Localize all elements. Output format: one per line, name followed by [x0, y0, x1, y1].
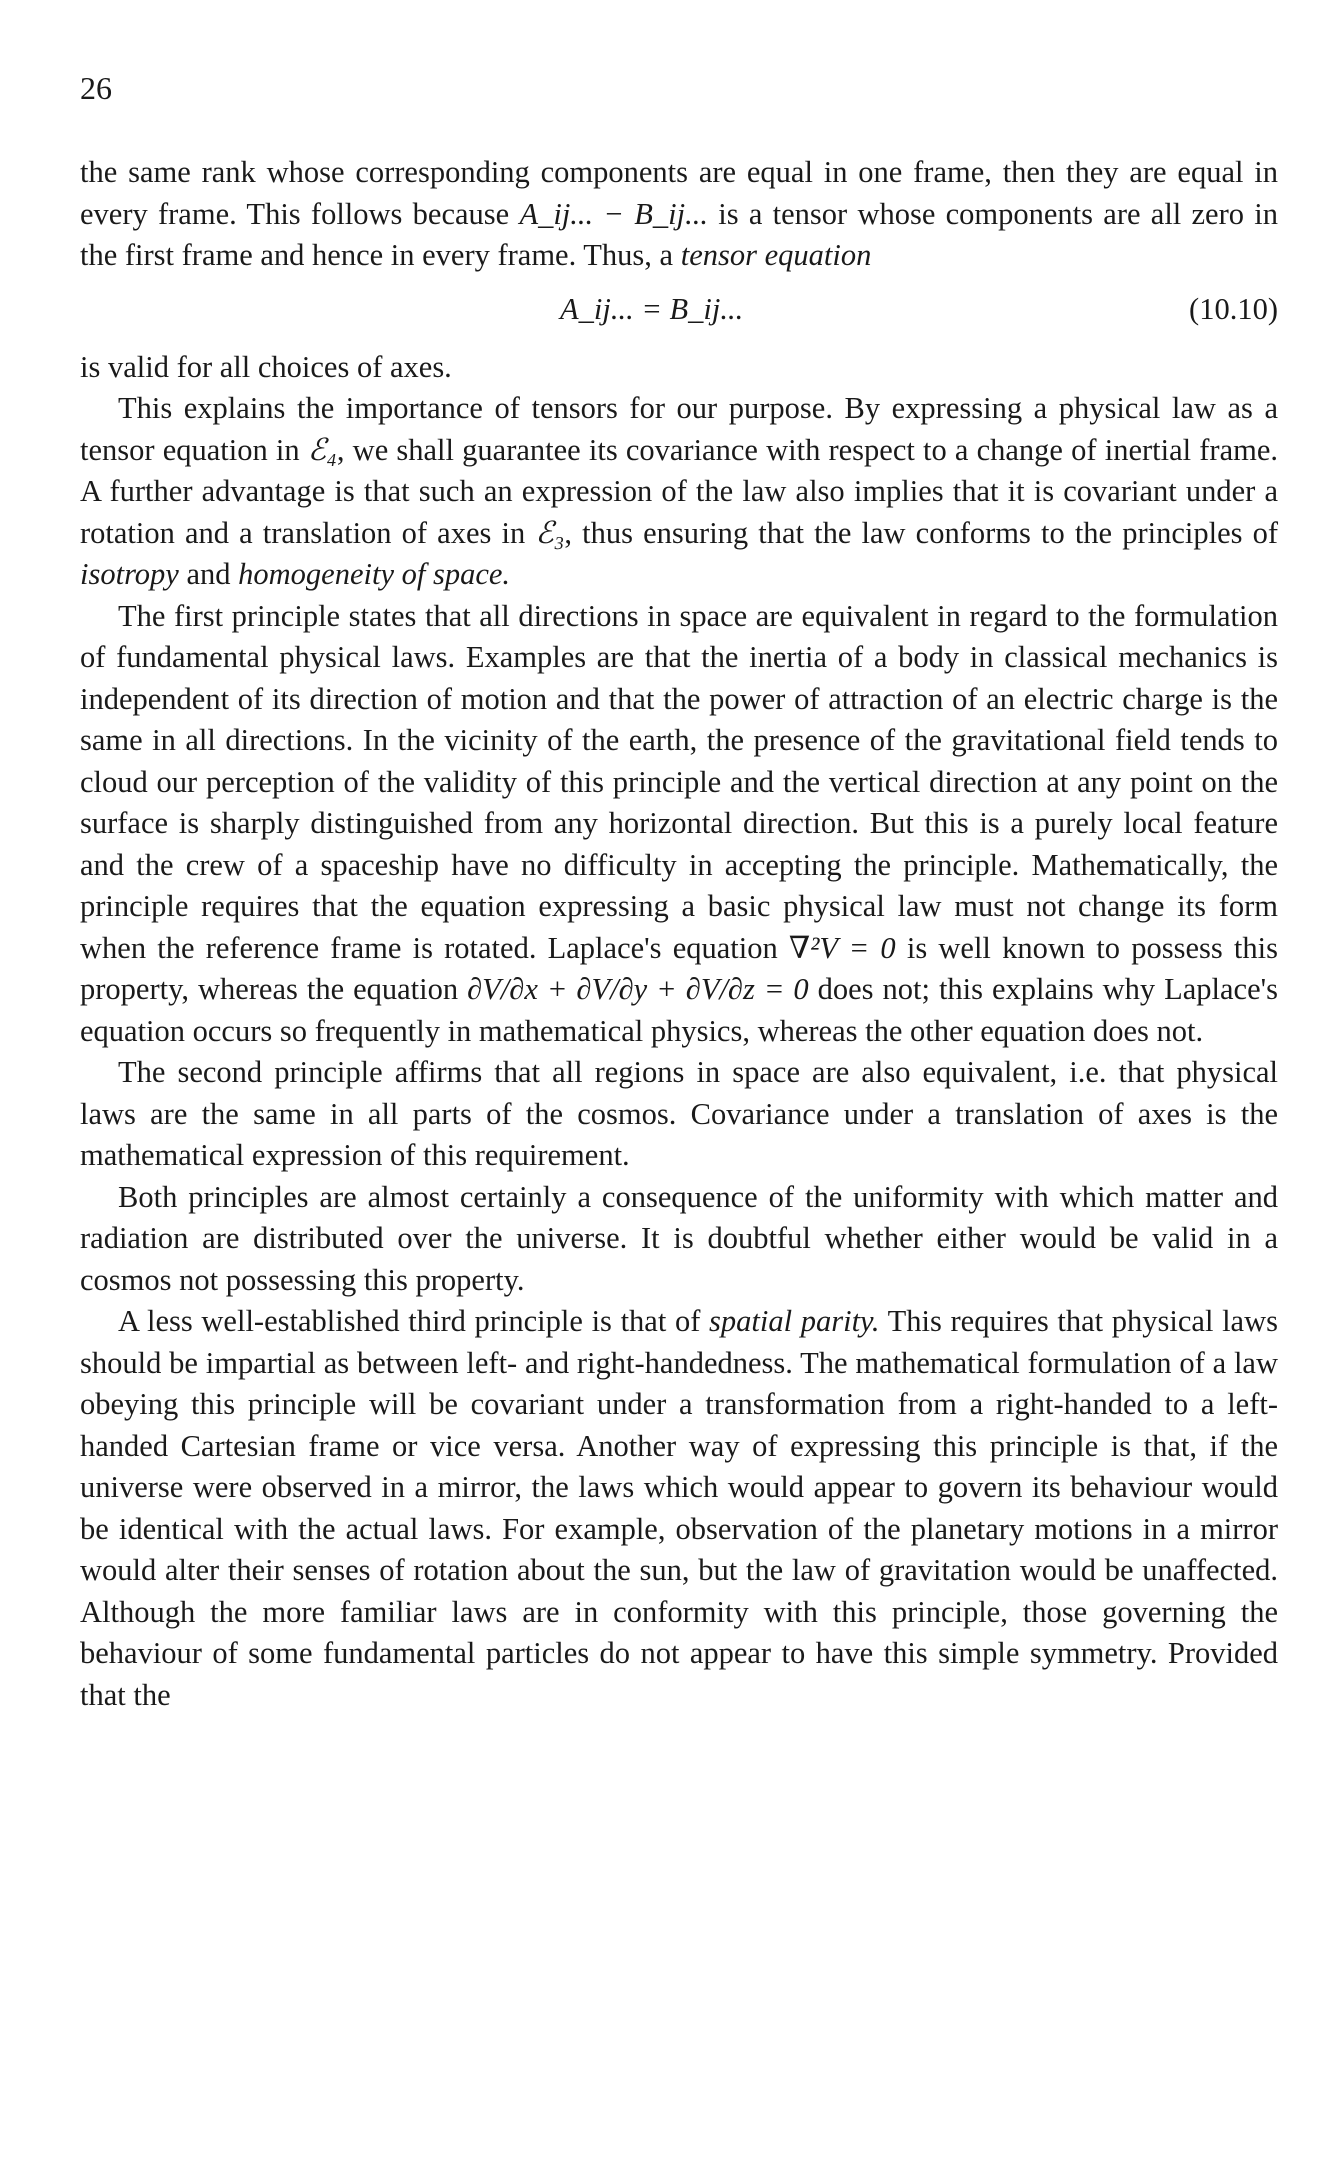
paragraph-7-text-a: A less well-established third principle is that of	[118, 1304, 710, 1338]
page-number: 26	[80, 70, 112, 106]
paragraph-4	[80, 596, 1278, 1053]
paragraph-3-text-d: and	[178, 557, 239, 591]
paragraph-3-text-b: , we shall guarantee its covariance with respect to a change of inertial frame. A further advantage is that such an expression of the law also implies that it is covariant under a rotation and a translation of axes in	[80, 432, 1278, 550]
math-first-order-equation: ∂V/∂x + ∂V/∂y + ∂V/∂z = 0	[467, 972, 809, 1006]
body-text	[80, 152, 1278, 1716]
paragraph-1-text-b: is a tensor whose components are all zero in the first frame and hence in every frame. Thus, a	[80, 196, 1278, 272]
math-laplace-equation: ∇²V = 0	[788, 930, 896, 965]
paragraph-2: is valid for all choices of axes.	[80, 349, 452, 384]
equation-10-10	[80, 281, 1278, 341]
paragraph-4-text-c: does not; this explains why Laplace's equation occurs so frequently in mathematical physics, whereas the other equation does not.	[80, 972, 1278, 1048]
paragraph-1	[80, 152, 1278, 277]
term-isotropy: isotropy	[80, 557, 179, 591]
equation-body: A_ij... = B_ij...	[560, 291, 744, 326]
paragraph-4-text-a: The first principle states that all directions in space are equivalent in regard to the formulation of fundamental physical laws. Examples are that the inertia of a body in classical mechanics is independent of its direction of motion and that the power of attraction of an electric charge is the same in all directions. In the vicinity of the earth, the presence of the gravitational field tends to cloud our perception of the validity of this principle and the vertical direction at any point on the surface is sharply distinguished from any horizontal direction. But this is a purely local feature and the crew of a spaceship have no difficulty in accepting the principle. Mathematically, the principle requires that the equation expressing a basic physical law must not change its form when the reference frame is rotated. Laplace's equation	[80, 598, 1278, 965]
paragraph-3-text-c: , thus ensuring that the law conforms to the principles of	[564, 515, 1278, 550]
paragraph-3-text-a: This explains the importance of tensors for our purpose. By expressing a physical law as a tensor equation in	[80, 391, 1278, 467]
paragraph-5: The second principle affirms that all regions in space are also equivalent, i.e. that physical laws are the same in all parts of the cosmos. Covariance under a translation of axes is the mathematical expression of this requirement.	[80, 1055, 1278, 1172]
paragraph-7-text-b: This requires that physical laws should be impartial as between left- and right-handedness. The mathematical formulation of a law obeying this principle will be covariant under a transformation from a right-handed to a left-handed Cartesian frame or vice versa. Another way of expressing this principle is that, if the universe were observed in a mirror, the laws which would appear to govern its behaviour would be identical with the actual laws. For example, observation of the planetary motions in a mirror would alter their senses of rotation about the sun, but the law of gravitation would be unaffected. Although the more familiar laws are in conformity with this principle, those governing the behaviour of some fundamental particles do not appear to have this simple symmetry. Provided that the	[80, 1304, 1278, 1712]
term-spatial-parity: spatial parity.	[709, 1304, 880, 1338]
math-tensor-difference: A_ij... − B_ij...	[519, 196, 708, 231]
paragraph-3	[80, 388, 1278, 596]
equation-number: (10.10)	[1189, 291, 1278, 326]
paragraph-4-text-b: is well known to possess this property, whereas the equation	[80, 930, 1278, 1006]
math-space-e3: ℰ₃	[535, 515, 565, 550]
math-space-e4: ℰ₄	[307, 432, 337, 467]
term-tensor-equation: tensor equation	[680, 238, 872, 272]
paragraph-1-text-a: the same rank whose corresponding components are equal in one frame, then they are equal in every frame. This follows because	[80, 155, 1278, 231]
paragraph-7	[80, 1301, 1278, 1716]
paragraph-6: Both principles are almost certainly a consequence of the uniformity with which matter and radiation are distributed over the universe. It is doubtful whether either would be valid in a cosmos not possessing this property.	[80, 1179, 1278, 1297]
term-homogeneity-of-space: homogeneity of space.	[238, 557, 511, 591]
